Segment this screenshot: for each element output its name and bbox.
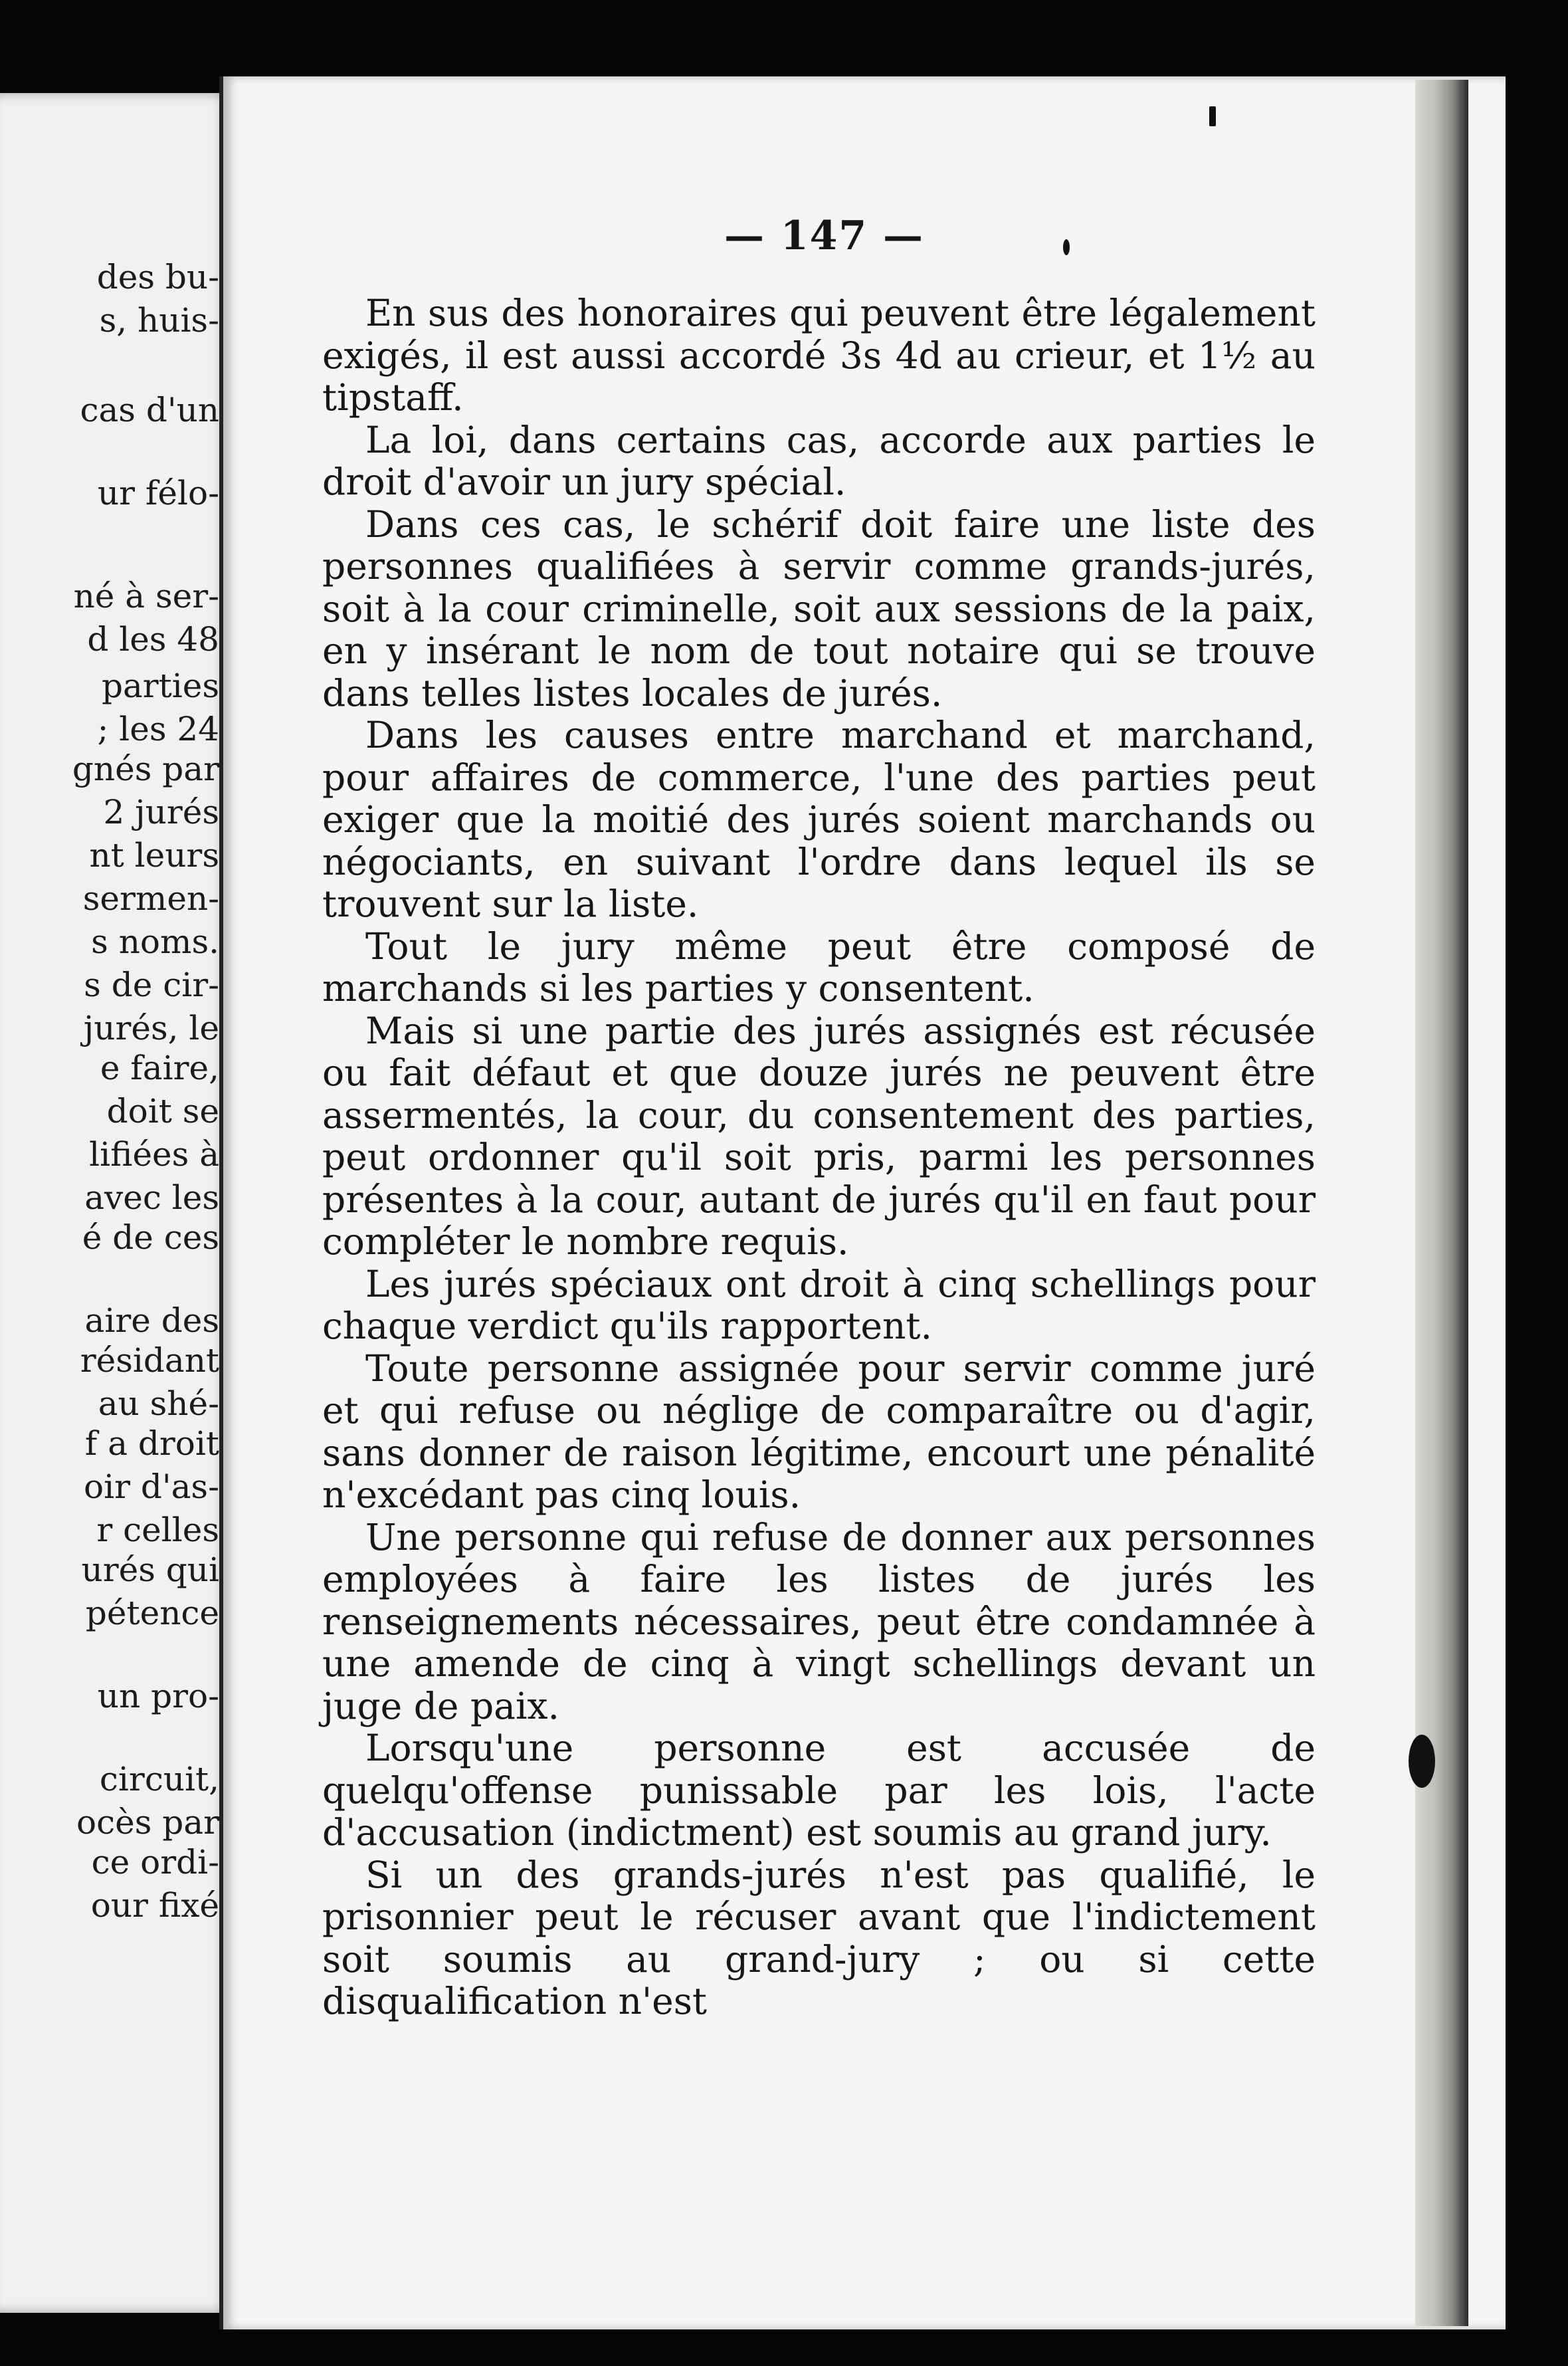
left-page-fragment: pétence bbox=[85, 1594, 219, 1632]
left-page-fragment: sermen- bbox=[82, 879, 219, 918]
left-page-fragment: ocès par bbox=[76, 1803, 219, 1842]
ink-speck bbox=[1409, 1735, 1435, 1788]
left-page-fragment: des bu- bbox=[96, 258, 219, 296]
left-page-fragment: ce ordi- bbox=[91, 1843, 219, 1882]
paragraph-fees: En sus des honoraires qui peuvent être légalement exigés, il est aussi accordé 3s 4d au crieur, et 1½ au tipstaff. bbox=[322, 292, 1316, 419]
left-page-fragment: au shé- bbox=[98, 1384, 219, 1423]
paragraph-challenged-jurors: Mais si une partie des jurés assignés est récusée ou fait défaut et que douze jurés ne peuvent être assermentés, la cour, du consentement des parties, peut ordonner qu'il soit pris, parmi les personnes présentes à la cour, autant de jurés qu'il en faut pour compléter le nombre requis. bbox=[322, 1009, 1316, 1263]
left-page-fragment: f a droit bbox=[84, 1424, 219, 1463]
paragraph-merchants: Dans les causes entre marchand et marchand, pour affaires de commerce, l'une des parties peut exiger que la moitié des jurés soient marchands ou négociants, en suivant l'ordre dans lequel ils se trouvent sur la liste. bbox=[322, 714, 1316, 925]
left-page-fragment: s, huis- bbox=[99, 301, 219, 340]
left-page-fragment: doit se bbox=[106, 1092, 219, 1130]
left-page-fragment: ; les 24 bbox=[97, 710, 219, 748]
paragraph-indictment: Lorsqu'une personne est accusée de quelqu'offense punissable par les lois, l'acte d'accusation (indictment) est soumis au grand jury. bbox=[322, 1727, 1316, 1854]
left-page-fragment: nt leurs bbox=[89, 836, 219, 875]
paragraph-disqualified-juror: Si un des grands-jurés n'est pas qualifié, le prisonnier peut le récuser avant que l'indictement soit soumis au grand-jury ; ou si cette disqualification n'est bbox=[322, 1853, 1316, 2022]
paragraph-whole-jury: Tout le jury même peut être composé de marchands si les parties y consentent. bbox=[322, 924, 1316, 1010]
left-page-fragment: jurés, le bbox=[83, 1009, 219, 1047]
page-body bbox=[322, 292, 1316, 2023]
left-page-fragment: lifiées à bbox=[89, 1135, 219, 1174]
left-page-fragment: e faire, bbox=[100, 1049, 219, 1087]
left-page-fragment: né à ser- bbox=[73, 577, 219, 615]
paragraph-special-jury: La loi, dans certains cas, accorde aux parties le droit d'avoir un jury spécial. bbox=[322, 418, 1316, 503]
left-page-fragment: 2 jurés bbox=[103, 793, 219, 831]
left-page-fragment: résidant bbox=[80, 1341, 219, 1380]
left-page-fragment: s noms. bbox=[91, 922, 219, 961]
paragraph-penalty: Toute personne assignée pour servir comme juré et qui refuse ou néglige de comparaître ou d'agir, sans donner de raison légitime, encourt une pénalité n'excédant pas cinq louis. bbox=[322, 1346, 1316, 1516]
left-page-fragment: é de ces bbox=[82, 1218, 219, 1257]
ink-speck bbox=[1209, 106, 1216, 126]
left-page-fragment: our fixé bbox=[90, 1886, 219, 1925]
left-page-fragment: urés qui bbox=[81, 1551, 219, 1589]
left-page-fragment: oir d'as- bbox=[83, 1467, 219, 1506]
left-page-fragment: gnés par bbox=[72, 750, 219, 788]
ink-speck bbox=[1063, 239, 1070, 255]
left-page-fragment: d les 48 bbox=[87, 620, 219, 659]
left-page-fragment: parties bbox=[101, 667, 219, 705]
paragraph-sheriff-list: Dans ces cas, le schérif doit faire une liste des personnes qualifiées à servir comme grands-jurés, soit à la cour criminelle, soit aux sessions de la paix, en y insérant le nom de tout notaire qui se trouve dans telles listes locales de jurés. bbox=[322, 502, 1316, 714]
left-page-fragment: cas d'un bbox=[80, 391, 219, 429]
left-page bbox=[0, 93, 233, 2313]
page-edge bbox=[1415, 80, 1468, 2326]
left-page-fragment: circuit, bbox=[99, 1760, 219, 1798]
left-page-fragment: aire des bbox=[84, 1301, 219, 1340]
left-page-fragment: r celles bbox=[96, 1511, 219, 1549]
page-number: — 147 — bbox=[724, 213, 925, 259]
left-page-fragment: s de cir- bbox=[84, 966, 219, 1004]
left-page-fragment: avec les bbox=[84, 1178, 219, 1217]
left-page-fragment: ur félo- bbox=[97, 474, 219, 512]
left-page-fragment: un pro- bbox=[97, 1677, 219, 1715]
paragraph-special-jurors-fee: Les jurés spéciaux ont droit à cinq schellings pour chaque verdict qu'ils rapportent. bbox=[322, 1262, 1316, 1347]
paragraph-information-fine: Une personne qui refuse de donner aux personnes employées à faire les listes de jurés les renseignements nécessaires, peut être condamnée à une amende de cinq à vingt schellings devant un juge de paix. bbox=[322, 1515, 1316, 1727]
